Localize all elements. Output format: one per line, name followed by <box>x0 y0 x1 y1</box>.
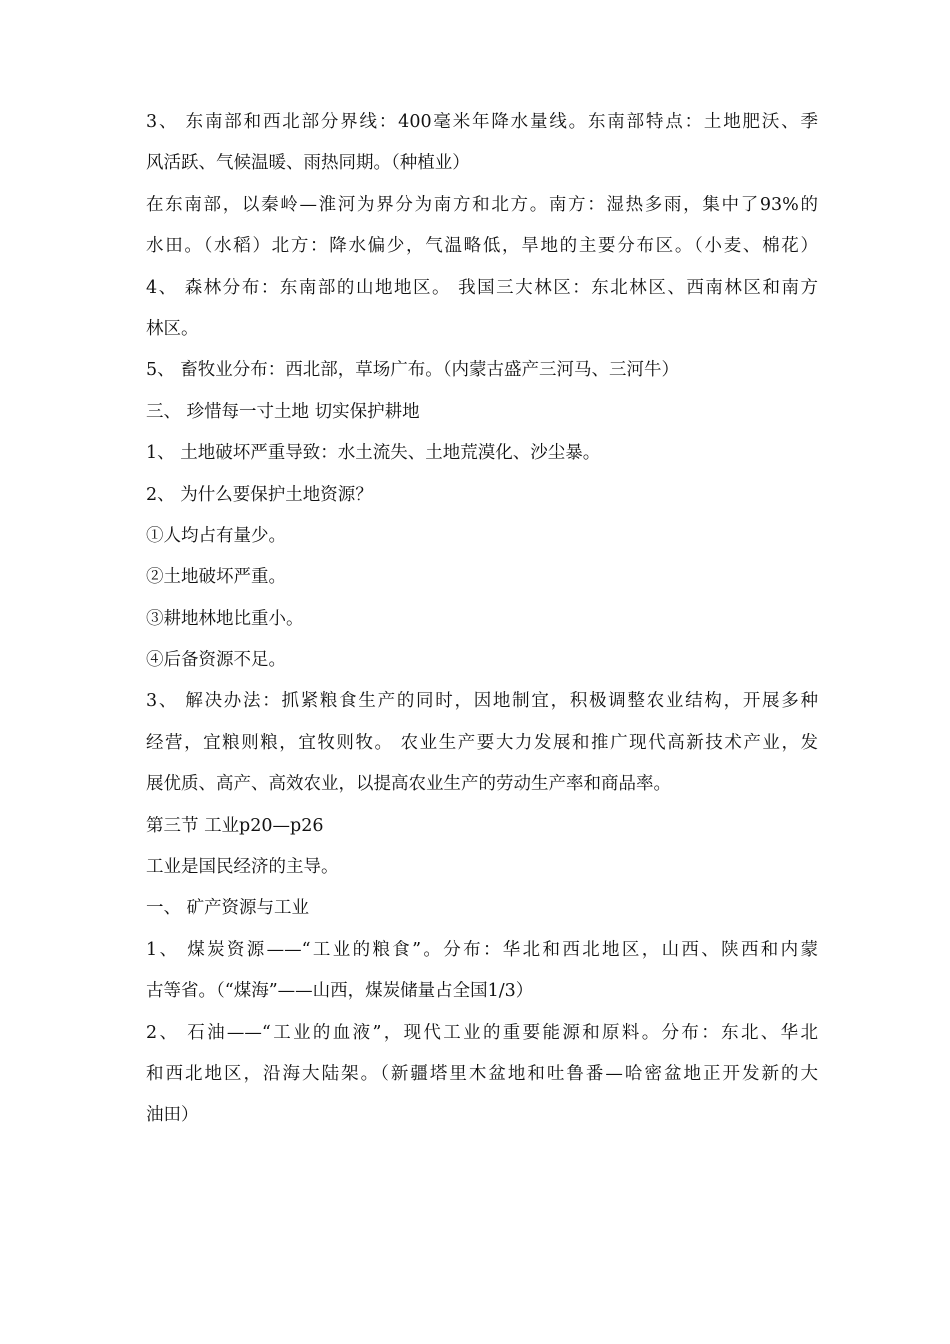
list-item-4: ④后备资源不足。 <box>146 650 286 671</box>
text-line-23: 2、 石油——“工业的血液”，现代工业的重要能源和原料。分布：东北、华北 <box>146 1022 818 1043</box>
text-line-19: 工业是国民经济的主导。 <box>146 857 339 878</box>
text-line-6: 林区。 <box>146 318 199 339</box>
text-line-2: 风活跃、气候温暖、雨热同期。（种植业） <box>146 153 470 174</box>
text-line-16: 经营，宜粮则粮，宜牧则牧。 农业生产要大力发展和推广现代高新技术产业，发 <box>146 732 818 753</box>
text-line-7: 5、 畜牧业分布：西北部，草场广布。（内蒙古盛产三河马、三河牛） <box>146 360 679 381</box>
list-item-2: ②土地破坏严重。 <box>146 567 286 588</box>
section-heading-industry: 第三节 工业p20—p26 <box>146 815 324 836</box>
text-line-1: 3、 东南部和西北部分界线：400毫米年降水量线。东南部特点：土地肥沃、季 <box>146 112 818 132</box>
text-line-15: 3、 解决办法：抓紧粮食生产的同时，因地制宜，积极调整农业结构，开展多种 <box>146 691 818 712</box>
text-line-3: 在东南部，以秦岭—淮河为界分为南方和北方。南方：湿热多雨，集中了93%的 <box>146 194 818 215</box>
document-body <box>146 102 818 1137</box>
list-item-3: ③耕地林地比重小。 <box>146 608 304 629</box>
section-heading-three: 三、 珍惜每一寸土地 切实保护耕地 <box>146 401 420 422</box>
text-line-9: 1、 土地破坏严重导致：水土流失、土地荒漠化、沙尘暴。 <box>146 443 601 464</box>
list-item-1: ①人均占有量少。 <box>146 525 286 546</box>
text-line-10: 2、 为什么要保护土地资源？ <box>146 484 373 505</box>
text-line-24: 和西北地区，沿海大陆架。（新疆塔里木盆地和吐鲁番—哈密盆地正开发新的大 <box>146 1063 818 1084</box>
text-line-25: 油田） <box>146 1105 199 1126</box>
text-line-5: 4、 森林分布：东南部的山地地区。 我国三大林区：东北林区、西南林区和南方 <box>146 277 818 298</box>
text-line-21: 1、 煤炭资源——“工业的粮食”。分布：华北和西北地区，山西、陕西和内蒙 <box>146 939 818 960</box>
subsection-heading-minerals: 一、 矿产资源与工业 <box>146 898 310 919</box>
text-line-17: 展优质、高产、高效农业，以提高农业生产的劳动生产率和商品率。 <box>146 774 671 795</box>
text-line-4: 水田。（水稻）北方：降水偏少，气温略低，旱地的主要分布区。（小麦、棉花） <box>146 236 818 257</box>
text-line-22: 古等省。（“煤海”——山西，煤炭储量占全国1/3） <box>146 981 534 1002</box>
